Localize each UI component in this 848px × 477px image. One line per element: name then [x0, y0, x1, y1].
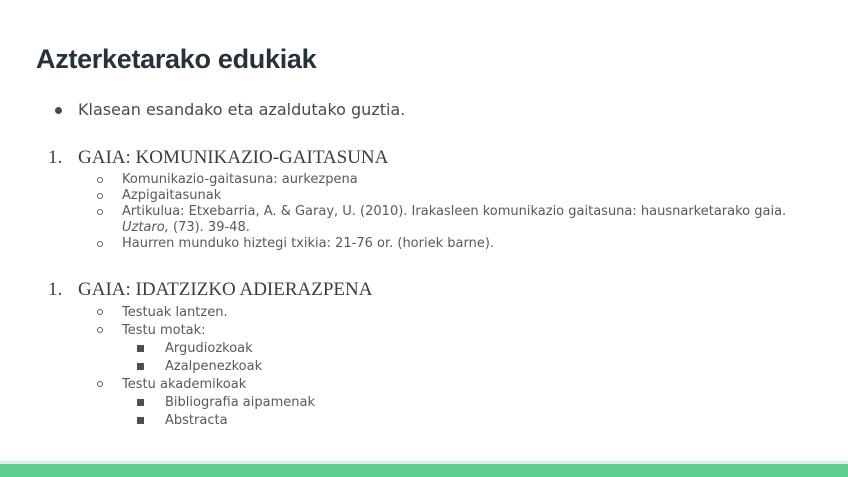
sub-list-item — [137, 394, 838, 411]
list-item-text: Testuak lantzen. — [122, 305, 228, 320]
filled-square-bullet-icon — [137, 363, 144, 370]
list-item — [97, 172, 838, 188]
list-item — [97, 188, 838, 204]
hollow-circle-bullet-icon — [97, 381, 103, 387]
list-item-text: Testu akademikoak — [122, 377, 247, 392]
hollow-circle-bullet-icon — [97, 241, 103, 247]
article-citation-line1: Artikulua: Etxebarria, A. & Garay, U. (2010). Irakasleen komunikazio gaitasuna: hausnarketarako gaia. — [122, 204, 787, 219]
sub-list-item — [137, 358, 838, 375]
hollow-circle-bullet-icon — [97, 177, 103, 183]
section-heading: GAIA: IDATZIZKO ADIERAZPENA — [78, 279, 373, 300]
hollow-circle-bullet-icon — [97, 193, 103, 199]
journal-title-italic: Uztaro, — [122, 220, 169, 235]
list-item — [97, 304, 838, 321]
list-item-text: Testu motak: — [122, 323, 206, 338]
intro-bullet-text: Klasean esandako eta azaldutako guztia. — [78, 100, 406, 119]
footer-accent-bar — [0, 464, 848, 477]
list-item — [97, 376, 838, 393]
filled-circle-bullet-icon — [55, 107, 62, 114]
article-citation-line2: (73). 39-48. — [172, 220, 250, 235]
list-item-text: Haurren munduko hiztegi txikia: 21-76 or. (horiek barne). — [122, 236, 495, 251]
list-item — [97, 236, 838, 252]
hollow-circle-bullet-icon — [97, 327, 103, 333]
list-item-text: Komunikazio-gaitasuna: aurkezpena — [122, 172, 358, 187]
section-heading-row — [48, 146, 838, 170]
section-items — [0, 304, 838, 429]
section-heading: GAIA: KOMUNIKAZIO-GAITASUNA — [78, 147, 389, 168]
section-idatzizko-adierazpena — [0, 278, 838, 429]
slide-body — [0, 100, 838, 430]
sub-list-item — [137, 412, 838, 429]
section-komunikazio-gaitasuna — [0, 146, 838, 252]
sub-list-item-text: Bibliografia aipamenak — [165, 395, 316, 410]
list-item-text: Azpigaitasunak — [122, 188, 222, 203]
section-number: 1. — [48, 147, 63, 168]
section-items — [0, 172, 838, 252]
intro-bullet-row — [55, 100, 838, 120]
section-number: 1. — [48, 279, 63, 300]
list-item — [97, 322, 838, 339]
filled-square-bullet-icon — [137, 399, 144, 406]
filled-square-bullet-icon — [137, 417, 144, 424]
slide-title: Azterketarako edukiak — [36, 44, 317, 74]
list-item-article — [97, 204, 838, 236]
hollow-circle-bullet-icon — [97, 309, 103, 315]
filled-square-bullet-icon — [137, 345, 144, 352]
sub-list-item — [137, 340, 838, 357]
section-heading-row — [48, 278, 838, 302]
sub-list-item-text: Azalpenezkoak — [165, 359, 263, 374]
sub-list-item-text: Abstracta — [165, 413, 228, 428]
hollow-circle-bullet-icon — [97, 209, 103, 215]
article-citation — [122, 204, 786, 236]
sub-list-item-text: Argudiozkoak — [165, 341, 253, 356]
